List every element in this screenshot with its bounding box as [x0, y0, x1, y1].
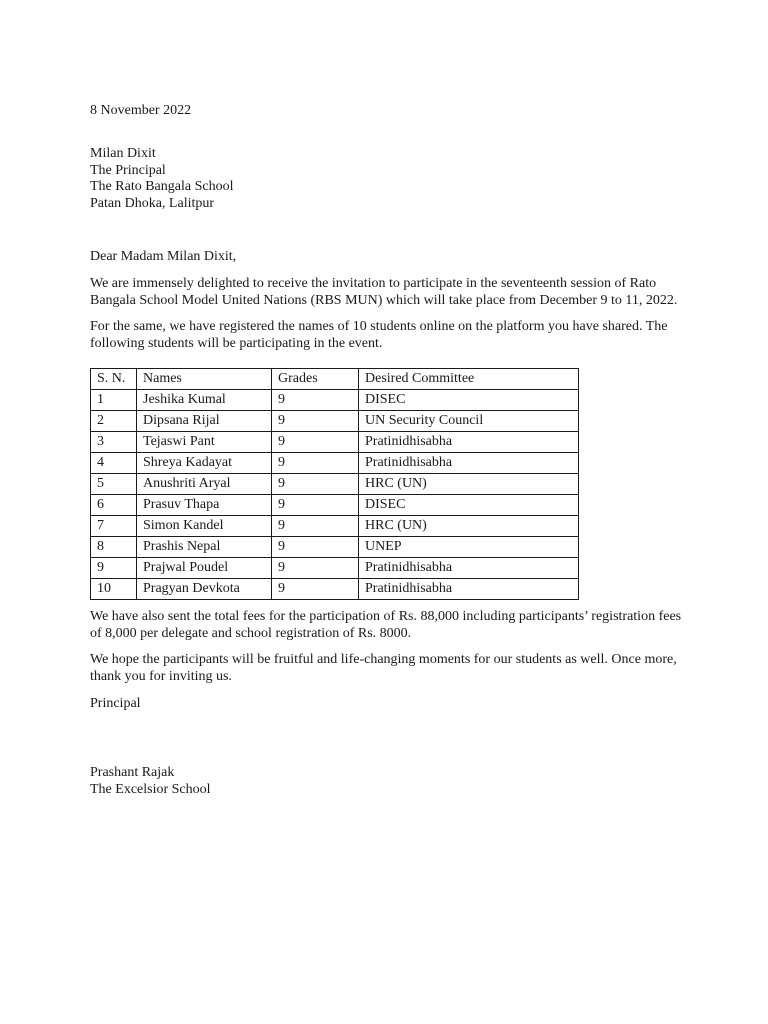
recipient-location: Patan Dhoka, Lalitpur: [90, 195, 215, 211]
recipient-school: The Rato Bangala School: [90, 179, 234, 194]
table-row: [91, 558, 579, 579]
recipient-address: [90, 146, 233, 212]
table-row: [91, 495, 579, 516]
cell-sn: 3: [91, 432, 137, 453]
cell-sn: 8: [91, 537, 137, 558]
cell-committee: Pratinidhisabha: [359, 558, 579, 579]
paragraph-invitation: We are immensely delighted to receive the invitation to participate in the seventeenth session of Rato Bangala School Model United Nations (RBS MUN) which will take place from December 9 to 11, 2022.: [90, 276, 678, 308]
cell-committee: Pratinidhisabha: [359, 579, 579, 600]
cell-name: Anushriti Aryal: [137, 474, 272, 495]
cell-grade: 9: [272, 411, 359, 432]
cell-name: Pragyan Devkota: [137, 579, 272, 600]
cell-name: Tejaswi Pant: [137, 432, 272, 453]
cell-committee: HRC (UN): [359, 516, 579, 537]
signer-school: The Excelsior School: [90, 782, 211, 797]
cell-grade: 9: [272, 432, 359, 453]
signer-name: Prashant Rajak: [90, 765, 175, 780]
header-grades: Grades: [272, 369, 359, 390]
cell-grade: 9: [272, 516, 359, 537]
cell-sn: 10: [91, 579, 137, 600]
cell-committee: Pratinidhisabha: [359, 453, 579, 474]
cell-sn: 9: [91, 558, 137, 579]
recipient-name: Milan Dixit: [90, 146, 156, 161]
cell-committee: DISEC: [359, 390, 579, 411]
cell-grade: 9: [272, 495, 359, 516]
cell-name: Simon Kandel: [137, 516, 272, 537]
cell-sn: 4: [91, 453, 137, 474]
table-row: [91, 537, 579, 558]
paragraph-thanks: We hope the participants will be fruitful and life-changing moments for our students as well. Once more, thank you for inviting us.: [90, 652, 677, 684]
cell-sn: 1: [91, 390, 137, 411]
students-table: [90, 368, 579, 600]
paragraph-fees: We have also sent the total fees for the participation of Rs. 88,000 including participants’ registration fees of 8,000 per delegate and school registration of Rs. 8000.: [90, 609, 682, 641]
table-row: [91, 390, 579, 411]
cell-name: Shreya Kadayat: [137, 453, 272, 474]
table-row: [91, 579, 579, 600]
table-header-row: [91, 369, 579, 390]
signature-block: [90, 764, 211, 798]
cell-grade: 9: [272, 453, 359, 474]
cell-grade: 9: [272, 537, 359, 558]
cell-sn: 7: [91, 516, 137, 537]
table-row: [91, 411, 579, 432]
cell-grade: 9: [272, 390, 359, 411]
cell-sn: 2: [91, 411, 137, 432]
cell-grade: 9: [272, 579, 359, 600]
cell-sn: 6: [91, 495, 137, 516]
cell-name: Jeshika Kumal: [137, 390, 272, 411]
cell-grade: 9: [272, 474, 359, 495]
table-row: [91, 516, 579, 537]
cell-committee: UNEP: [359, 537, 579, 558]
cell-name: Prajwal Poudel: [137, 558, 272, 579]
salutation: Dear Madam Milan Dixit,: [90, 249, 237, 264]
cell-name: Prasuv Thapa: [137, 495, 272, 516]
recipient-title: The Principal: [90, 162, 166, 178]
cell-name: Dipsana Rijal: [137, 411, 272, 432]
header-committee: Desired Committee: [359, 369, 579, 390]
cell-sn: 5: [91, 474, 137, 495]
cell-committee: Pratinidhisabha: [359, 432, 579, 453]
letter-date: 8 November 2022: [90, 103, 192, 118]
table-row: [91, 453, 579, 474]
cell-committee: UN Security Council: [359, 411, 579, 432]
cell-grade: 9: [272, 558, 359, 579]
cell-committee: DISEC: [359, 495, 579, 516]
closing-title: Principal: [90, 696, 141, 711]
table-row: [91, 432, 579, 453]
header-names: Names: [137, 369, 272, 390]
paragraph-registration: For the same, we have registered the names of 10 students online on the platform you have shared. The following students will be participating in the event.: [90, 319, 668, 351]
cell-committee: HRC (UN): [359, 474, 579, 495]
table-row: [91, 474, 579, 495]
header-sn: S. N.: [91, 369, 137, 390]
cell-name: Prashis Nepal: [137, 537, 272, 558]
